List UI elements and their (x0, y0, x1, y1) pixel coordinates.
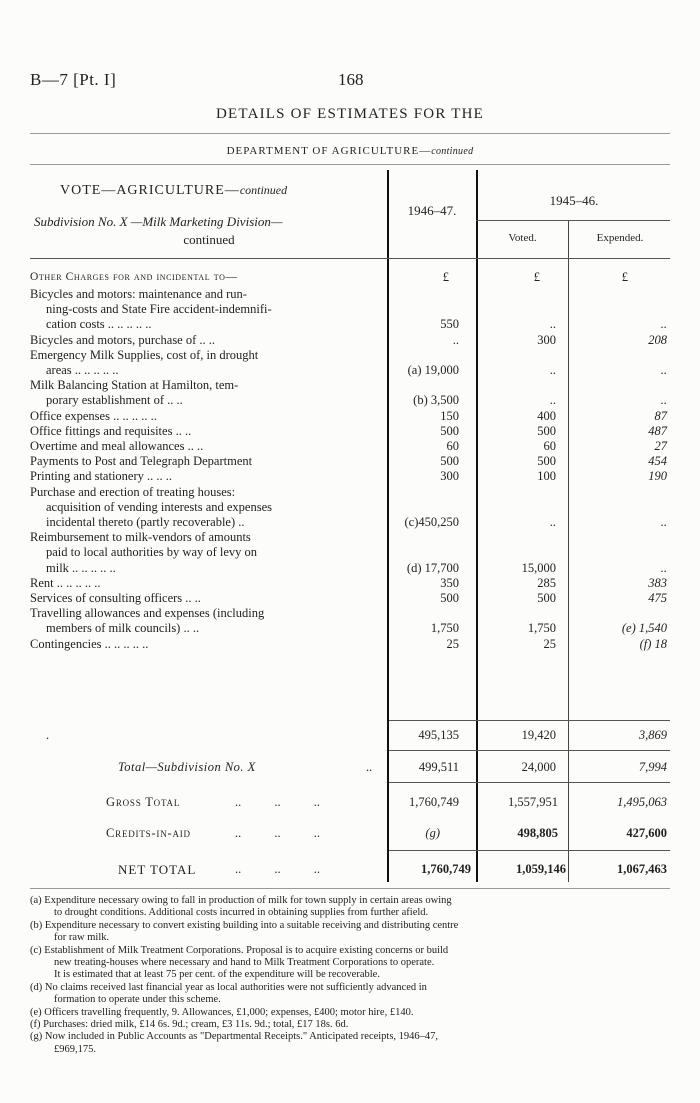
item-text-line: Contingencies .. .. .. .. .. (30, 636, 149, 651)
subtotal-expended: 3,869 (638, 728, 667, 742)
dept-rule (30, 164, 670, 165)
title-rule (30, 133, 670, 134)
item-expended-value: 190 (648, 469, 667, 484)
subtotal-rule-top (389, 720, 670, 721)
currency-voted: £ (533, 270, 540, 284)
vote-heading (60, 183, 287, 199)
item-text-line: ning-costs and State Fire accident-indemnifi- (46, 302, 272, 317)
page-number: 168 (338, 70, 364, 89)
item-expended-value: .. (660, 515, 667, 529)
item-expended-value: .. (660, 393, 667, 408)
footnote-line: (g) Now included in Public Accounts as "Departmental Receipts." Anticipated receipts, 1946–47, (30, 1031, 439, 1043)
item-text-line: porary establishment of .. .. (46, 393, 183, 408)
item-voted-value: 25 (543, 636, 556, 651)
item-text-line: Emergency Milk Supplies, cost of, in drought (30, 347, 259, 362)
subtotal-dot: . (46, 728, 50, 742)
net-total-rule-top (389, 850, 670, 851)
item-expended-value: 87 (654, 408, 667, 423)
currency-est: £ (442, 270, 449, 284)
footnote-line: (d) No claims received last financial year as local authorities were not sufficiently advanced in (30, 981, 427, 993)
item-text-line: Reimbursement to milk-vendors of amounts (30, 530, 251, 545)
item-est-value: 300 (440, 469, 459, 484)
total-subdivision-expended: 7,994 (638, 760, 667, 774)
item-text-line: Purchase and erection of treating houses: (30, 484, 236, 499)
item-est-value: 500 (440, 423, 459, 438)
footnote-line: (f) Purchases: dried milk, £14 6s. 9d.; cream, £3 11s. 9d.; total, £17 18s. 6d. (30, 1019, 349, 1030)
footnote-line: £969,175. (54, 1043, 96, 1055)
item-expended-value: .. (660, 560, 667, 575)
item-voted-value: 500 (537, 454, 556, 469)
net-total-voted: 1,059,146 (516, 862, 566, 876)
item-expended-value: .. (660, 363, 667, 377)
total-subdivision-rule (389, 782, 670, 783)
subdivision-title: Subdivision No. X —Milk Marketing Division— (34, 214, 283, 229)
footnote-line: new treating-houses where necessary and hand to Milk Treatment Corporations to operate. (54, 957, 435, 968)
item-text-line: Travelling allowances and expenses (including (30, 606, 265, 621)
department-continued: continued (431, 146, 474, 157)
item-expended-value: (f) 18 (639, 636, 667, 651)
gross-total-expended: 1,495,063 (617, 795, 667, 809)
item-voted-value: 500 (537, 423, 556, 438)
year-split-rule (476, 220, 670, 221)
item-voted-value: 285 (537, 575, 556, 590)
item-expended-value: 383 (648, 575, 667, 590)
credits-in-aid-expended: 427,600 (626, 826, 667, 840)
item-est-value: (d) 17,700 (406, 560, 459, 575)
item-expended-value: (e) 1,540 (621, 621, 667, 636)
footnote-line: (e) Officers travelling frequently, 9. Allowances, £1,000; expenses, £400; motor hire, £140. (30, 1006, 414, 1018)
item-expended-value: 475 (648, 591, 667, 605)
department-heading (0, 145, 700, 157)
page-header-ref: B—7 [Pt. I] (30, 70, 117, 89)
net-total-expended: 1,067,463 (617, 862, 667, 876)
item-est-value: 1,750 (430, 621, 459, 636)
gross-total-est: 1,760,749 (409, 795, 459, 809)
item-est-value: 150 (440, 408, 459, 423)
item-expended-value: 208 (648, 332, 667, 347)
net-total-label: NET TOTAL (118, 862, 197, 877)
item-expended-value: 27 (654, 439, 667, 453)
item-est-value: (b) 3,500 (413, 393, 459, 408)
footnote-line: to drought conditions. Additional costs incurred in obtaining supplies from further afield. (54, 907, 429, 919)
year-1946-47-header: 1946–47. (407, 203, 457, 218)
footnote-line: formation to operate under this scheme. (54, 994, 221, 1006)
credits-in-aid-est: (g) (425, 826, 440, 840)
item-text-line: Rent .. .. .. .. .. (30, 575, 101, 590)
item-voted-value: .. (549, 363, 556, 377)
item-voted-value: 15,000 (521, 560, 556, 575)
total-subdivision-voted: 24,000 (521, 760, 556, 774)
footnote-line: for raw milk. (54, 932, 110, 944)
footnote-line: (a) Expenditure necessary owing to fall in production of milk for town supply in certain areas owing (30, 895, 452, 906)
vote-continued: continued (239, 183, 288, 197)
item-text-line: Payments to Post and Telegraph Department (30, 454, 253, 469)
item-est-value: 60 (446, 439, 459, 453)
item-est-value: 350 (440, 575, 459, 590)
total-subdivision-dots: .. (366, 760, 373, 774)
item-est-value: 500 (440, 591, 459, 605)
currency-expended: £ (621, 270, 628, 284)
expended-column-header: Expended. (596, 232, 644, 244)
item-text-line: Milk Balancing Station at Hamilton, tem- (30, 378, 239, 393)
item-expended-value: 487 (648, 423, 667, 438)
net-total-est: 1,760,749 (421, 862, 471, 876)
credits-in-aid-label: Credits-in-aid (106, 826, 191, 840)
subtotal-rule-bottom (389, 750, 670, 751)
item-est-value: 25 (446, 636, 459, 651)
item-text-line: Office expenses .. .. .. .. .. (30, 408, 157, 423)
subdivision-continued: continued (183, 232, 235, 247)
page-title: DETAILS OF ESTIMATES FOR THE (216, 106, 484, 122)
item-voted-value: .. (549, 515, 556, 529)
item-voted-value: 60 (543, 439, 556, 453)
credits-in-aid-voted: 498,805 (517, 826, 558, 840)
item-voted-value: 100 (537, 469, 556, 484)
item-expended-value: 454 (648, 454, 667, 469)
department-name: DEPARTMENT OF AGRICULTURE— (226, 145, 432, 157)
footnote-line: (b) Expenditure necessary to convert existing building into a suitable receiving and distributing centre (30, 919, 459, 931)
item-text-line: incidental thereto (partly recoverable) .. (46, 515, 245, 529)
item-text-line: members of milk councils) .. .. (46, 621, 200, 636)
item-est-value: 500 (440, 454, 459, 469)
item-text-line: Overtime and meal allowances .. .. (30, 439, 204, 453)
item-text-line: areas .. .. .. .. .. (46, 363, 119, 377)
item-expended-value: .. (660, 317, 667, 332)
net-total-dots: .. .. .. (235, 862, 320, 876)
item-text-line: Bicycles and motors: maintenance and run- (30, 287, 247, 301)
column-header-rule (30, 258, 670, 259)
item-text-line: milk .. .. .. .. .. (46, 560, 116, 575)
item-text-line: Printing and stationery .. .. .. (30, 469, 172, 484)
item-text-line: Bicycles and motors, purchase of .. .. (30, 332, 216, 347)
subdivision-heading (34, 214, 384, 230)
item-text-line: cation costs .. .. .. .. .. (46, 317, 152, 332)
item-text-line: acquisition of vending interests and expenses (46, 499, 272, 514)
item-voted-value: 500 (537, 591, 556, 605)
vote-name: VOTE—AGRICULTURE— (60, 183, 240, 198)
gross-total-label: Gross Total (106, 795, 181, 809)
voted-column-header: Voted. (508, 232, 537, 244)
table-bottom-rule (30, 888, 670, 889)
item-voted-value: 400 (537, 408, 556, 423)
section-heading: Other Charges for and incidental to— (30, 271, 238, 283)
credits-in-aid-dots: .. .. .. (235, 826, 320, 840)
item-voted-value: .. (549, 393, 556, 408)
gross-total-dots: .. .. .. (235, 795, 320, 809)
footnote-line: (c) Establishment of Milk Treatment Corporations. Proposal is to acquire existing concerns or build (30, 944, 449, 956)
year-1945-46-header: 1945–46. (549, 193, 599, 208)
item-voted-value: 1,750 (527, 621, 556, 636)
subtotal-est: 495,135 (418, 728, 459, 742)
item-text-line: Office fittings and requisites .. .. (30, 423, 192, 438)
item-est-value: 550 (440, 317, 459, 332)
total-subdivision-label: Total—Subdivision No. X (118, 760, 256, 774)
item-text-line: Services of consulting officers .. .. (30, 591, 201, 605)
item-voted-value: 300 (537, 332, 556, 347)
item-est-value: (c)450,250 (404, 515, 459, 529)
gross-total-voted: 1,557,951 (508, 795, 558, 809)
footnote-line: It is estimated that at least 75 per cent. of the expenditure will be recoverable. (54, 969, 380, 981)
item-est-value: .. (452, 332, 459, 347)
item-voted-value: .. (549, 317, 556, 332)
total-subdivision-est: 499,511 (418, 760, 459, 774)
item-text-line: paid to local authorities by way of levy on (46, 545, 258, 560)
item-est-value: (a) 19,000 (407, 363, 459, 377)
subtotal-voted: 19,420 (521, 728, 556, 742)
